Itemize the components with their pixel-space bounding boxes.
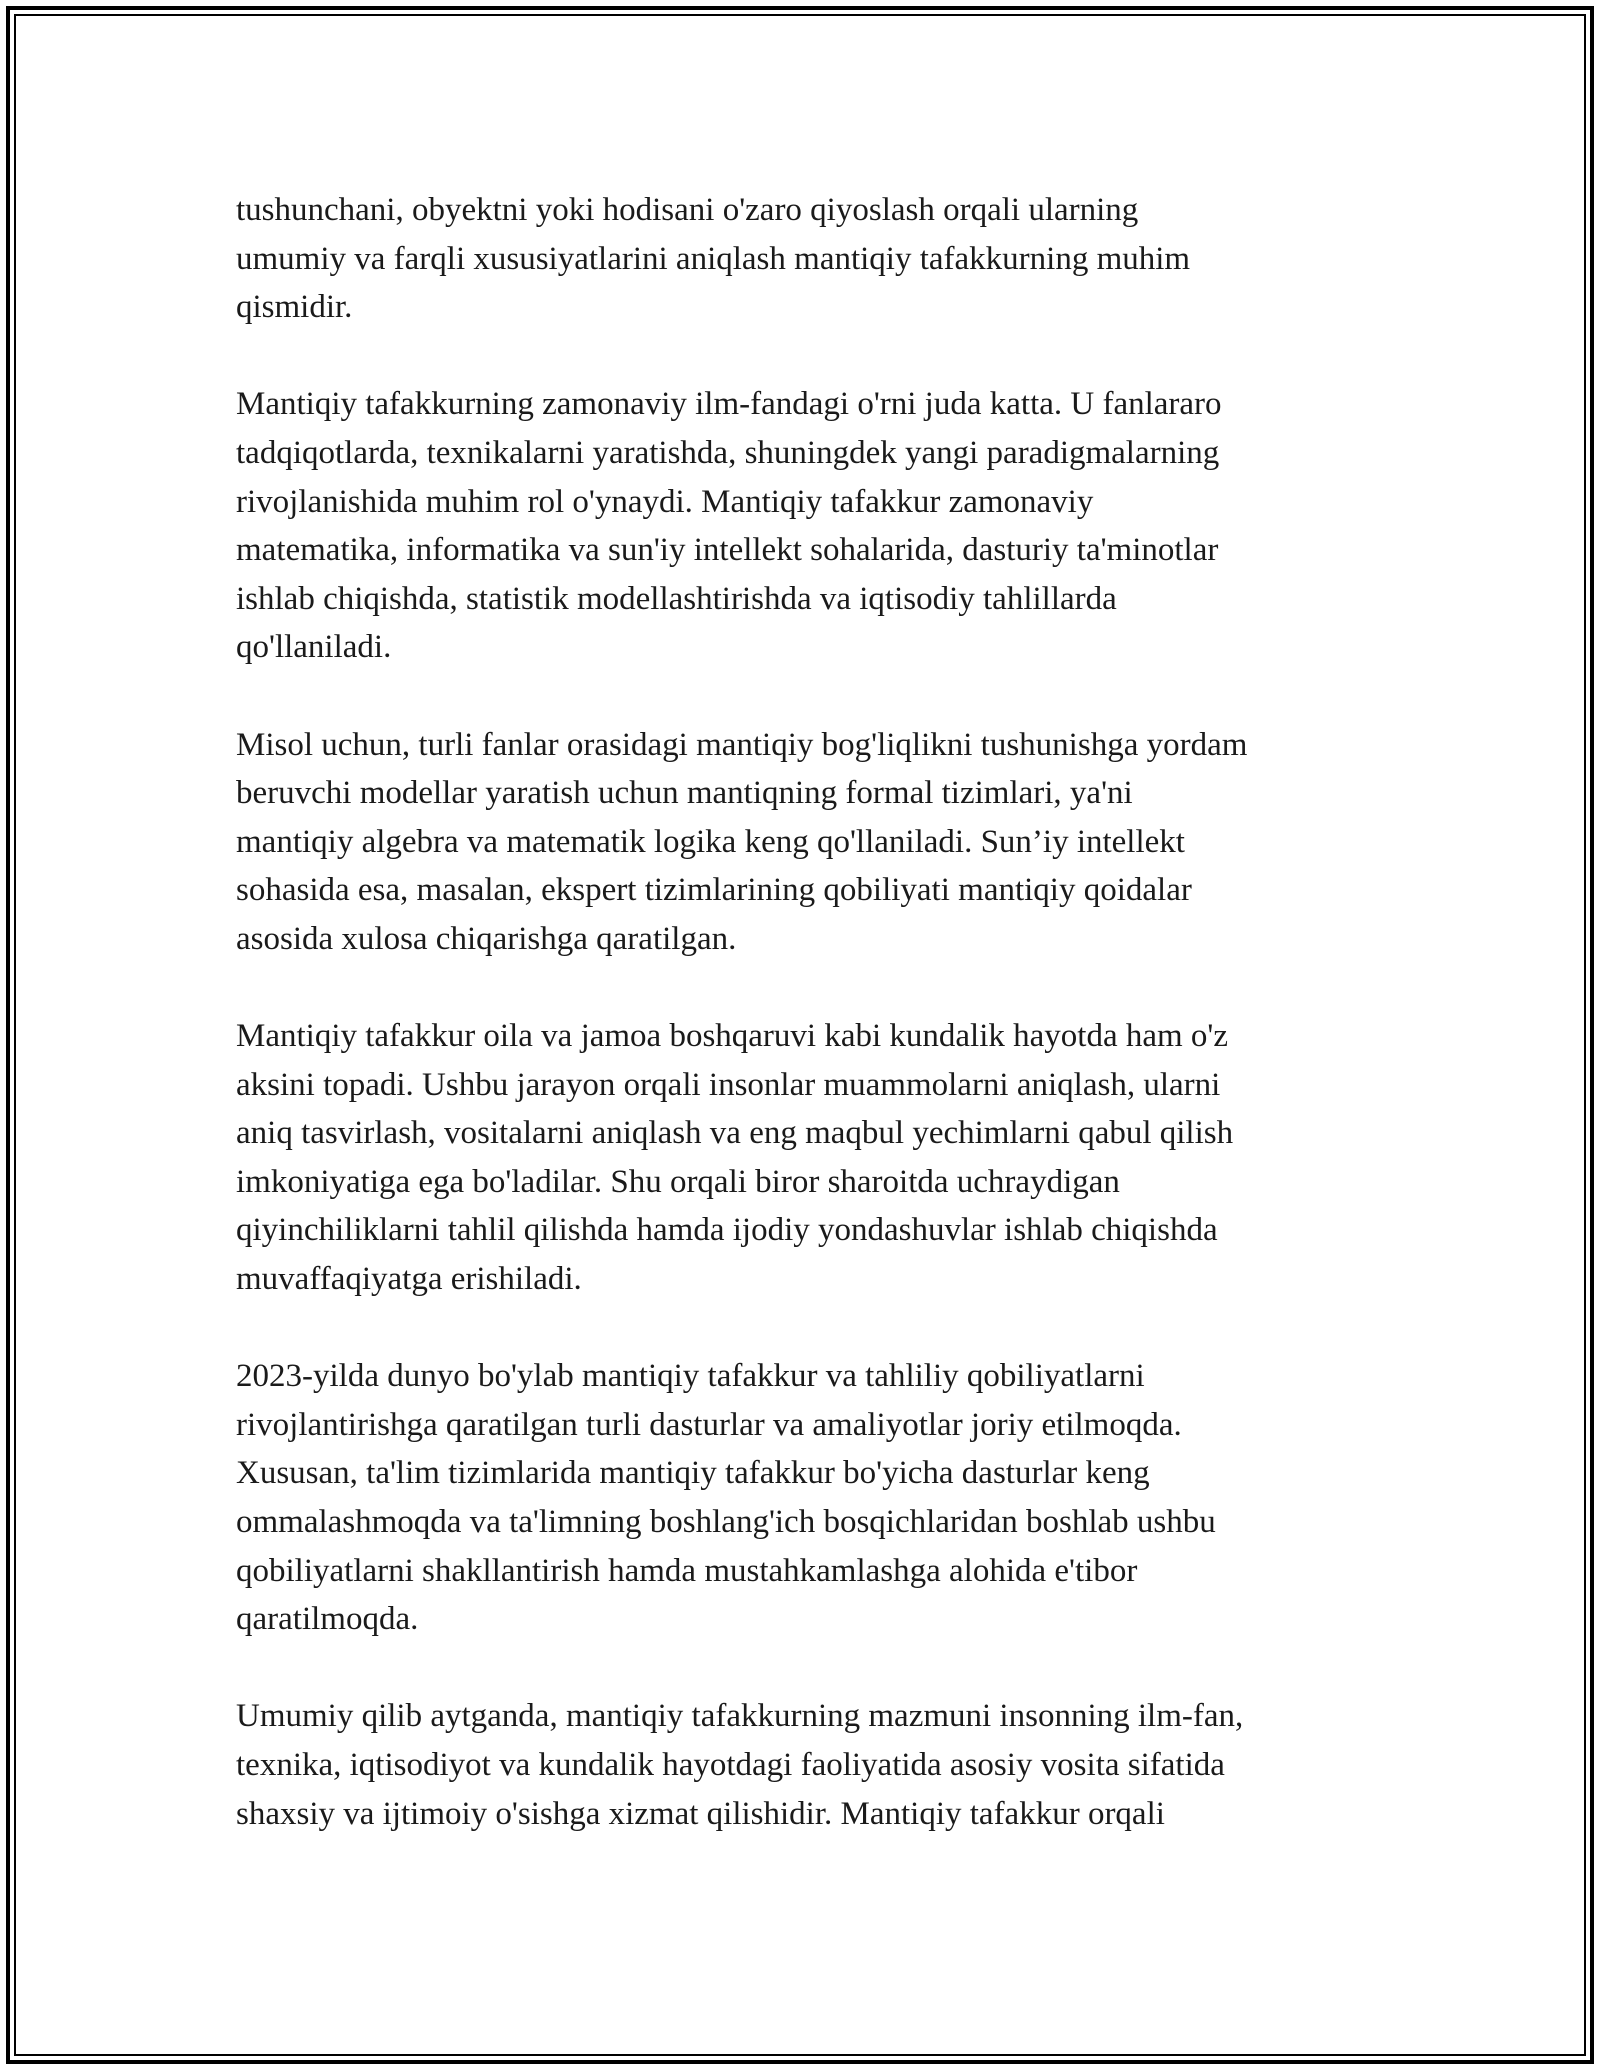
paragraph-4 xyxy=(236,1012,1386,1304)
text-line: Umumiy qilib aytganda, mantiqiy tafakkurning mazmuni insonning ilm-fan, xyxy=(236,1698,1244,1735)
text-line: qiyinchiliklarni tahlil qilishda hamda ijodiy yondashuvlar ishlab chiqishda xyxy=(236,1212,1218,1249)
text-line: matematika, informatika va sun'iy intellekt sohalarida, dasturiy ta'minotlar xyxy=(236,532,1219,569)
paragraph-6 xyxy=(236,1692,1386,1838)
text-line: qo'llaniladi. xyxy=(236,629,392,666)
text-line: qaratilmoqda. xyxy=(236,1601,419,1638)
text-line: ishlab chiqishda, statistik modellashtirishda va iqtisodiy tahlillarda xyxy=(236,580,1117,617)
text-line: tadqiqotlarda, texnikalarni yaratishda, shuningdek yangi paradigmalarning xyxy=(236,434,1220,471)
text-line: aksini topadi. Ushbu jarayon orqali insonlar muammolarni aniqlash, ularni xyxy=(236,1066,1221,1103)
paragraph-1 xyxy=(236,186,1386,332)
text-line: sohasida esa, masalan, ekspert tizimlarining qobiliyati mantiqiy qoidalar xyxy=(236,872,1192,909)
text-line: asosida xulosa chiqarishga qaratilgan. xyxy=(236,920,737,957)
text-line: beruvchi modellar yaratish uchun mantiqning formal tizimlari, ya'ni xyxy=(236,775,1133,812)
text-line: muvaffaqiyatga erishiladi. xyxy=(236,1261,582,1298)
text-line: Misol uchun, turli fanlar orasidagi mantiqiy bog'liqlikni tushunishga yordam xyxy=(236,726,1248,763)
paragraph-2 xyxy=(236,380,1386,672)
text-line: Xususan, ta'lim tizimlarida mantiqiy tafakkur bo'yicha dasturlar keng xyxy=(236,1455,1150,1492)
text-line: rivojlantirishga qaratilgan turli dasturlar va amaliyotlar joriy etilmoqda. xyxy=(236,1406,1182,1443)
text-line: mantiqiy algebra va matematik logika keng qo'llaniladi. Sun’iy intellekt xyxy=(236,823,1185,860)
text-line: aniq tasvirlash, vositalarni aniqlash va eng maqbul yechimlarni qabul qilish xyxy=(236,1115,1234,1152)
text-line: qobiliyatlarni shakllantirish hamda mustahkamlashga alohida e'tibor xyxy=(236,1552,1138,1589)
text-line: rivojlanishida muhim rol o'ynaydi. Mantiqiy tafakkur zamonaviy xyxy=(236,483,1094,520)
text-line: shaxsiy va ijtimoiy o'sishga xizmat qilishidir. Mantiqiy tafakkur orqali xyxy=(236,1795,1165,1832)
text-line: qismidir. xyxy=(236,289,353,326)
text-line: tushunchani, obyektni yoki hodisani o'zaro qiyoslash orqali ularning xyxy=(236,192,1139,228)
text-line: 2023-yilda dunyo bo'ylab mantiqiy tafakkur va tahliliy qobiliyatlarni xyxy=(236,1358,1145,1395)
document-body xyxy=(236,186,1386,1887)
text-line: umumiy va farqli xususiyatlarini aniqlash mantiqiy tafakkurning muhim xyxy=(236,240,1191,277)
text-line: Mantiqiy tafakkur oila va jamoa boshqaruvi kabi kundalik hayotda ham o'z xyxy=(236,1018,1229,1055)
paragraph-3 xyxy=(236,721,1386,964)
paragraph-5 xyxy=(236,1352,1386,1644)
text-line: Mantiqiy tafakkurning zamonaviy ilm-fandagi o'rni juda katta. U fanlararo xyxy=(236,386,1222,423)
text-line: ommalashmoqda va ta'limning boshlang'ich bosqichlaridan boshlab ushbu xyxy=(236,1504,1216,1541)
text-line: texnika, iqtisodiyot va kundalik hayotdagi faoliyatida asosiy vosita sifatida xyxy=(236,1747,1225,1783)
text-line: imkoniyatiga ega bo'ladilar. Shu orqali biror sharoitda uchraydigan xyxy=(236,1163,1120,1200)
